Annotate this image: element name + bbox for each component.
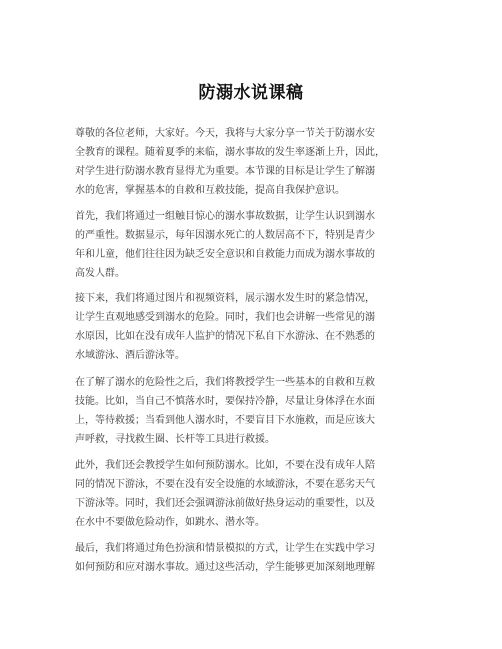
text-line: 首先，我们将通过一组触目惊心的溺水事故数据，让学生认识到溺水: [75, 211, 375, 222]
text-line: 水域游泳、酒后游泳等。: [75, 350, 185, 361]
text-line: 的严重性。数据显示，每年因溺水死亡的人数居高不下，特别是青少: [75, 230, 375, 241]
paragraph-media: [75, 289, 435, 365]
text-line: 对学生进行防溺水教育显得尤为重要。本节课的目标是让学生了解溺: [75, 166, 375, 177]
text-line: 水的危害，掌握基本的自救和互救技能，提高自我保护意识。: [75, 185, 345, 196]
text-line: 此外，我们还会教授学生如何预防溺水。比如，不要在没有成年人陪: [75, 460, 375, 471]
text-line: 下游泳等。同时，我们还会强调游泳前做好热身运动的重要性，以及: [75, 498, 375, 509]
text-line: 接下来，我们将通过图片和视频资料，展示溺水发生时的紧急情况，: [75, 293, 375, 304]
text-line: 在水中不要做危险动作，如跳水、潜水等。: [75, 517, 265, 528]
text-line: 水原因，比如在没有成年人监护的情况下私自下水游泳、在不熟悉的: [75, 331, 375, 342]
paragraph-intro: [75, 124, 435, 200]
text-line: 技能。比如，当自己不慎落水时，要保持冷静，尽量让身体浮在水面: [75, 396, 375, 407]
document-title: 防溺水说课稿: [198, 83, 304, 103]
paragraph-data: [75, 207, 435, 283]
paragraph-closing: [75, 539, 435, 577]
text-line: 让学生直观地感受到溺水的危险。同时，我们也会讲解一些常见的溺: [75, 312, 375, 323]
paragraph-self-rescue: [75, 373, 435, 449]
text-line: 同的情况下游泳，不要在没有安全设施的水域游泳，不要在恶劣天气: [75, 479, 375, 490]
text-line: 年和儿童，他们往往因为缺乏安全意识和自救能力而成为溺水事故的: [75, 249, 375, 260]
text-line: 全教育的课程。随着夏季的来临，溺水事故的发生率逐渐上升，因此，: [75, 147, 385, 158]
text-line: 高发人群。: [75, 268, 125, 279]
text-line: 上，等待救援；当看到他人溺水时，不要盲目下水施救，而是应该大: [75, 415, 375, 426]
text-line: 尊敬的各位老师，大家好。今天，我将与大家分享一节关于防溺水安: [75, 128, 375, 139]
text-line: 在了解了溺水的危险性之后，我们将教授学生一些基本的自救和互救: [75, 377, 375, 388]
text-line: 如何预防和应对溺水事故。通过这些活动，学生能够更加深刻地理解: [75, 562, 375, 573]
paragraph-prevention: [75, 456, 435, 532]
text-line: 声呼救，寻找救生圈、长杆等工具进行救援。: [75, 434, 275, 445]
text-line: 最后，我们将通过角色扮演和情景模拟的方式，让学生在实践中学习: [75, 543, 375, 554]
